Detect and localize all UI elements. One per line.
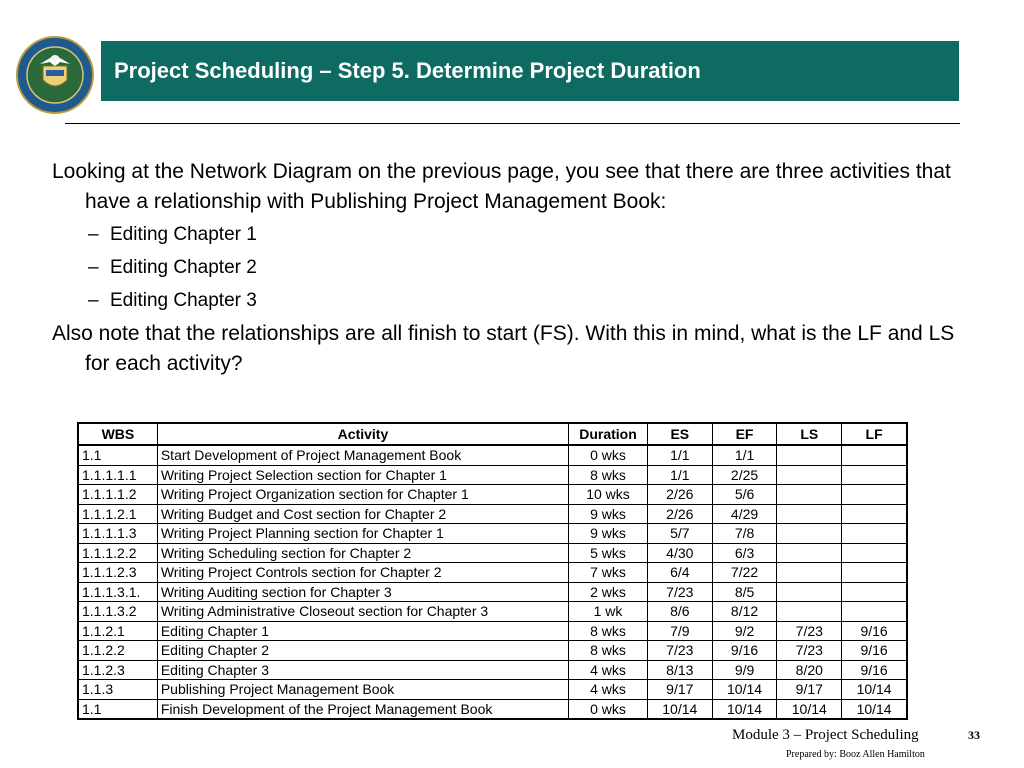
- cell-duration: 10 wks: [569, 485, 648, 505]
- cell-duration: 4 wks: [569, 680, 648, 700]
- cell-duration: 9 wks: [569, 524, 648, 544]
- page-number: 33: [968, 728, 980, 742]
- cell-duration: 0 wks: [569, 699, 648, 719]
- cell-duration: 9 wks: [569, 504, 648, 524]
- footer-module: Module 3 – Project Scheduling: [732, 727, 919, 743]
- bullet-text: Editing Chapter 3: [110, 290, 257, 311]
- cell-lf: [842, 485, 907, 505]
- bullet-item: [52, 286, 972, 316]
- cell-ef: 2/25: [712, 465, 777, 485]
- slide-title: Project Scheduling – Step 5. Determine Project Duration: [114, 58, 701, 83]
- cell-activity: Publishing Project Management Book: [157, 680, 568, 700]
- cell-lf: [842, 543, 907, 563]
- cell-es: 10/14: [647, 699, 712, 719]
- cell-wbs: 1.1.2.2: [78, 641, 157, 661]
- cell-wbs: 1.1.3: [78, 680, 157, 700]
- table-row: [78, 504, 907, 524]
- cell-ls: [777, 504, 842, 524]
- cell-ef: 5/6: [712, 485, 777, 505]
- schedule-table: [77, 422, 908, 720]
- cell-wbs: 1.1.1.1.3: [78, 524, 157, 544]
- cell-ef: 6/3: [712, 543, 777, 563]
- cell-es: 1/1: [647, 445, 712, 465]
- table-row: [78, 445, 907, 465]
- cell-es: 1/1: [647, 465, 712, 485]
- cell-lf: 9/16: [842, 621, 907, 641]
- cell-lf: [842, 524, 907, 544]
- cell-activity: Writing Project Organization section for Chapter 1: [157, 485, 568, 505]
- cell-activity: Editing Chapter 1: [157, 621, 568, 641]
- cell-wbs: 1.1.1.1.1: [78, 465, 157, 485]
- cell-ef: 10/14: [712, 680, 777, 700]
- cell-wbs: 1.1.1.2.3: [78, 563, 157, 583]
- cell-lf: [842, 504, 907, 524]
- cell-ls: [777, 602, 842, 622]
- cell-ef: 1/1: [712, 445, 777, 465]
- cell-wbs: 1.1.1.3.2: [78, 602, 157, 622]
- header-activity: Activity: [157, 423, 568, 445]
- cell-ls: [777, 582, 842, 602]
- table-row: [78, 563, 907, 583]
- header-ef: EF: [712, 423, 777, 445]
- bullet-dash: –: [88, 290, 99, 311]
- cell-es: 8/6: [647, 602, 712, 622]
- cell-ef: 9/9: [712, 660, 777, 680]
- cell-ls: 8/20: [777, 660, 842, 680]
- table-row: [78, 582, 907, 602]
- cell-ef: 10/14: [712, 699, 777, 719]
- cell-ls: 7/23: [777, 641, 842, 661]
- table-row: [78, 680, 907, 700]
- header-wbs: WBS: [78, 423, 157, 445]
- header-ls: LS: [777, 423, 842, 445]
- cell-activity: Writing Project Planning section for Chapter 1: [157, 524, 568, 544]
- cell-duration: 1 wk: [569, 602, 648, 622]
- cell-lf: [842, 582, 907, 602]
- cell-ef: 8/5: [712, 582, 777, 602]
- cell-activity: Editing Chapter 3: [157, 660, 568, 680]
- header-lf: LF: [842, 423, 907, 445]
- cell-es: 7/23: [647, 641, 712, 661]
- cell-activity: Writing Auditing section for Chapter 3: [157, 582, 568, 602]
- header-es: ES: [647, 423, 712, 445]
- cell-lf: [842, 465, 907, 485]
- cell-duration: 8 wks: [569, 621, 648, 641]
- bullet-item: [52, 253, 972, 283]
- title-divider: [65, 123, 960, 124]
- bullet-dash: –: [88, 224, 99, 245]
- table-row: [78, 699, 907, 719]
- cell-lf: 10/14: [842, 699, 907, 719]
- table-row: [78, 485, 907, 505]
- cell-wbs: 1.1: [78, 445, 157, 465]
- bullet-text: Editing Chapter 2: [110, 257, 257, 278]
- cell-wbs: 1.1: [78, 699, 157, 719]
- cell-es: 2/26: [647, 504, 712, 524]
- bullet-item: [52, 220, 972, 250]
- cell-activity: Writing Budget and Cost section for Chapter 2: [157, 504, 568, 524]
- cell-ls: [777, 524, 842, 544]
- cell-es: 4/30: [647, 543, 712, 563]
- cell-ef: 4/29: [712, 504, 777, 524]
- cell-activity: Editing Chapter 2: [157, 641, 568, 661]
- cell-ef: 9/16: [712, 641, 777, 661]
- title-bar: [101, 41, 959, 101]
- table-row: [78, 524, 907, 544]
- table-row: [78, 465, 907, 485]
- cell-duration: 7 wks: [569, 563, 648, 583]
- cell-ls: [777, 563, 842, 583]
- cell-activity: Start Development of Project Management Book: [157, 445, 568, 465]
- table-body: [78, 445, 907, 719]
- cell-activity: Writing Scheduling section for Chapter 2: [157, 543, 568, 563]
- department-of-energy-seal-icon: [10, 36, 100, 114]
- cell-wbs: 1.1.1.2.2: [78, 543, 157, 563]
- bullet-text: Editing Chapter 1: [110, 224, 257, 245]
- cell-lf: 10/14: [842, 680, 907, 700]
- cell-wbs: 1.1.2.3: [78, 660, 157, 680]
- cell-ls: [777, 543, 842, 563]
- cell-duration: 4 wks: [569, 660, 648, 680]
- cell-ls: 9/17: [777, 680, 842, 700]
- cell-wbs: 1.1.1.3.1.: [78, 582, 157, 602]
- table-row: [78, 660, 907, 680]
- cell-activity: Writing Project Controls section for Chapter 2: [157, 563, 568, 583]
- cell-ef: 7/8: [712, 524, 777, 544]
- cell-ef: 9/2: [712, 621, 777, 641]
- cell-lf: 9/16: [842, 641, 907, 661]
- slide-body: [52, 157, 972, 379]
- cell-activity: Writing Project Selection section for Chapter 1: [157, 465, 568, 485]
- cell-lf: 9/16: [842, 660, 907, 680]
- cell-duration: 0 wks: [569, 445, 648, 465]
- cell-ef: 8/12: [712, 602, 777, 622]
- cell-duration: 8 wks: [569, 465, 648, 485]
- cell-ls: [777, 445, 842, 465]
- table-header-row: [78, 423, 907, 445]
- footer-prepared-by: Prepared by: Booz Allen Hamilton: [786, 749, 925, 760]
- table-row: [78, 602, 907, 622]
- bullet-dash: –: [88, 257, 99, 278]
- cell-duration: 5 wks: [569, 543, 648, 563]
- intro-paragraph: Looking at the Network Diagram on the previous page, you see that there are three activities that have a relationship with Publishing Project Management Book:: [52, 160, 951, 213]
- header-duration: Duration: [569, 423, 648, 445]
- cell-wbs: 1.1.1.1.2: [78, 485, 157, 505]
- cell-duration: 2 wks: [569, 582, 648, 602]
- table-row: [78, 641, 907, 661]
- cell-es: 8/13: [647, 660, 712, 680]
- cell-es: 7/9: [647, 621, 712, 641]
- cell-ls: 7/23: [777, 621, 842, 641]
- cell-wbs: 1.1.1.2.1: [78, 504, 157, 524]
- cell-duration: 8 wks: [569, 641, 648, 661]
- cell-wbs: 1.1.2.1: [78, 621, 157, 641]
- cell-activity: Finish Development of the Project Management Book: [157, 699, 568, 719]
- doe-seal-logo: [10, 36, 100, 114]
- table-row: [78, 543, 907, 563]
- question-paragraph: Also note that the relationships are all finish to start (FS). With this in mind, what is the LF and LS for each activity?: [52, 322, 955, 375]
- cell-ls: 10/14: [777, 699, 842, 719]
- cell-es: 6/4: [647, 563, 712, 583]
- cell-lf: [842, 445, 907, 465]
- cell-es: 2/26: [647, 485, 712, 505]
- cell-lf: [842, 563, 907, 583]
- cell-ls: [777, 485, 842, 505]
- cell-activity: Writing Administrative Closeout section for Chapter 3: [157, 602, 568, 622]
- cell-lf: [842, 602, 907, 622]
- cell-ef: 7/22: [712, 563, 777, 583]
- cell-es: 5/7: [647, 524, 712, 544]
- cell-es: 9/17: [647, 680, 712, 700]
- cell-es: 7/23: [647, 582, 712, 602]
- table-row: [78, 621, 907, 641]
- cell-ls: [777, 465, 842, 485]
